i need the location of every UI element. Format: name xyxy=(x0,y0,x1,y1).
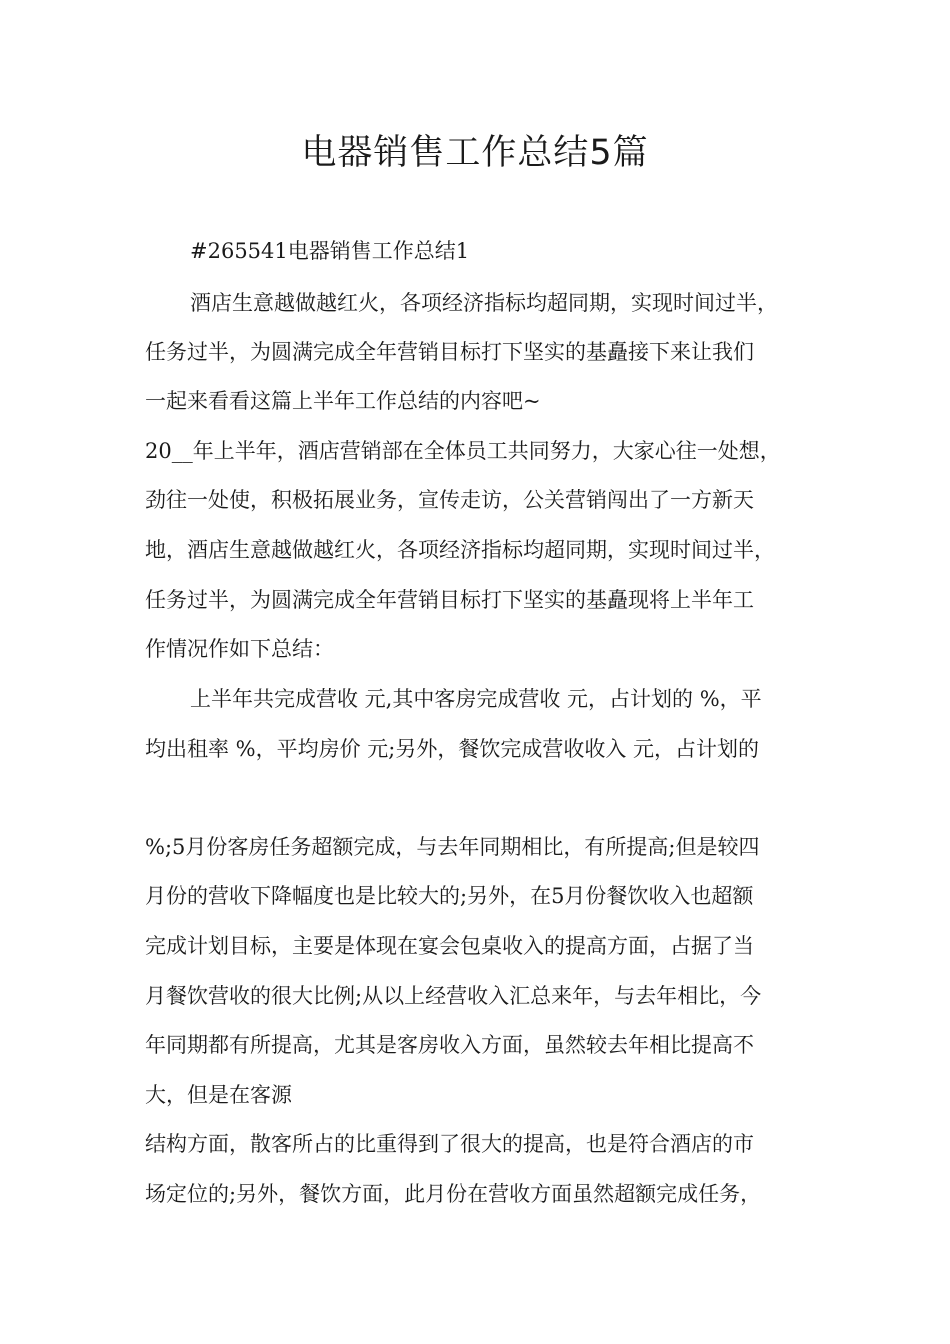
text-line: %;5月份客房任务超额完成，与去年同期相比，有所提高;但是较四 xyxy=(145,835,760,859)
text-line: 任务过半，为圆满完成全年营销目标打下坚实的基矗接下来让我们 xyxy=(145,340,754,364)
text-line: 月餐饮营收的很大比例;从以上经营收入汇总来年，与去年相比，今 xyxy=(145,984,762,1008)
text-line: 完成计划目标，主要是体现在宴会包桌收入的提高方面，占据了当 xyxy=(145,934,754,958)
text-line: 20__年上半年，酒店营销部在全体员工共同努力，大家心往一处想， xyxy=(145,439,781,463)
document-title: 电器销售工作总结5篇 xyxy=(301,133,649,173)
text-line: 地，酒店生意越做越红火，各项经济指标均超同期，实现时间过半， xyxy=(145,538,775,562)
text-line: 上半年共完成营收 元,其中客房完成营收 元，占计划的 %，平 xyxy=(190,687,762,711)
text-line: 结构方面，散客所占的比重得到了很大的提高，也是符合酒店的市 xyxy=(145,1132,754,1156)
text-line: 场定位的;另外，餐饮方面，此月份在营收方面虽然超额完成任务， xyxy=(145,1182,762,1206)
section-heading: #265541电器销售工作总结1 xyxy=(190,239,470,263)
text-line: 年同期都有所提高，尤其是客房收入方面，虽然较去年相比提高不 xyxy=(145,1033,754,1057)
text-line: 月份的营收下降幅度也是比较大的;另外，在5月份餐饮收入也超额 xyxy=(145,884,754,908)
text-line: 作情况作如下总结： xyxy=(145,637,334,661)
text-line: 任务过半，为圆满完成全年营销目标打下坚实的基矗现将上半年工 xyxy=(145,588,754,612)
text-line: 劲往一处使，积极拓展业务，宣传走访，公关营销闯出了一方新天 xyxy=(145,488,754,512)
text-line: 大，但是在客源 xyxy=(145,1083,292,1107)
text-line: 均出租率 %，平均房价 元;另外，餐饮完成营收收入 元，占计划的 xyxy=(145,737,760,761)
text-line: 一起来看看这篇上半年工作总结的内容吧~ xyxy=(145,389,541,413)
text-line: 酒店生意越做越红火，各项经济指标均超同期，实现时间过半， xyxy=(190,291,778,315)
